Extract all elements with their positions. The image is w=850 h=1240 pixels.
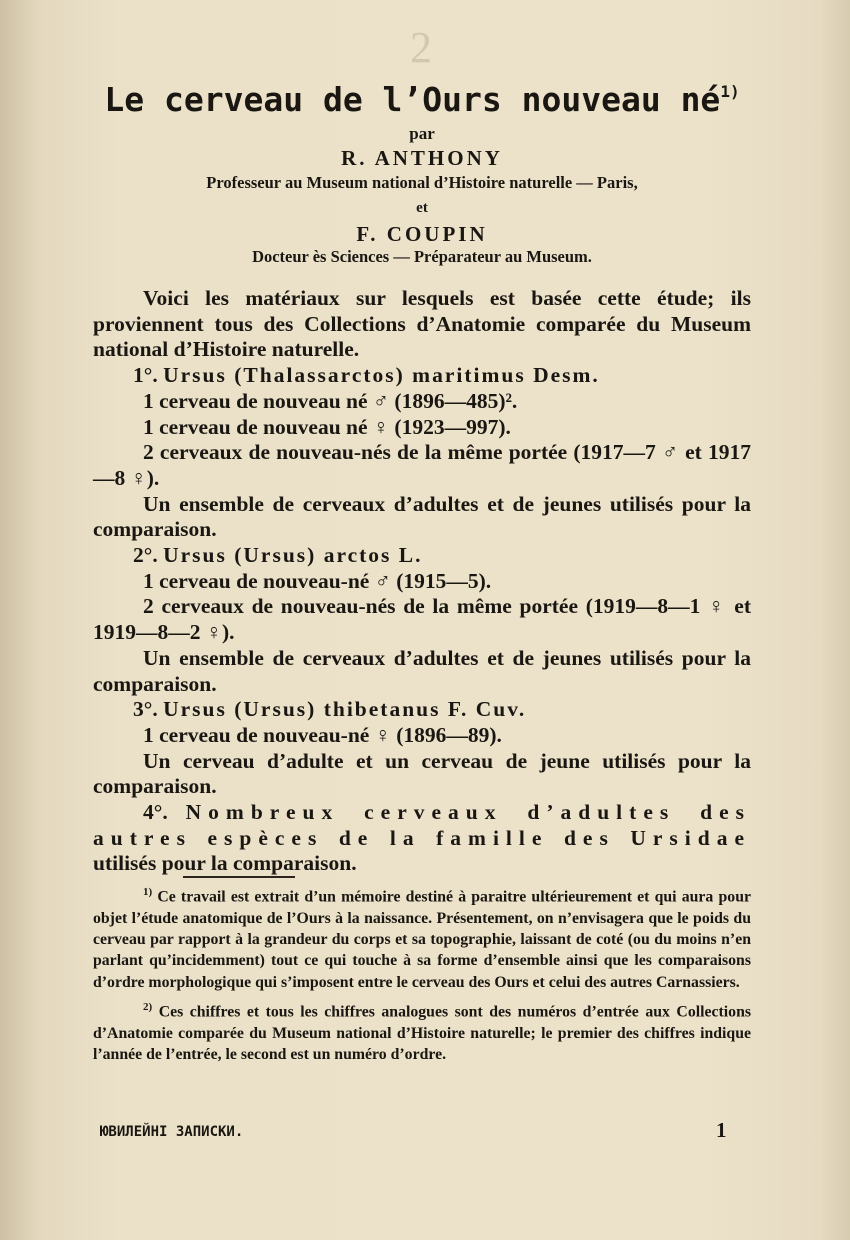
by-line: par [409,124,435,143]
footnote-1 [93,882,751,993]
footnote-separator [183,876,295,878]
section-2-line-2: 2 cerveaux de nouveau-nés de la même portée (1919—8—1 ♀ et 1919—8—2 ♀). [93,594,751,645]
section-4-paragraph [93,800,751,877]
section-1-number: 1°. [133,363,158,388]
section-2-number: 2°. [133,543,158,568]
running-title: ЮВИЛЕЙНІ ЗАПИСКИ. [100,1124,244,1140]
section-1-heading [93,363,751,389]
author-1: R. ANTHONY [341,146,503,170]
footnote-2 [93,997,751,1065]
footnotes [93,882,751,1070]
section-1-line-3: 2 cerveaux de nouveau-nés de la même portée (1917—7 ♂ et 1917—8 ♀). [93,440,751,490]
section-4-spaced-text: Nombreux cerveaux d’adultes des autres espèces de la famille des Ursidae [93,800,752,850]
section-1-line-2: 1 cerveau de nouveau né ♀ (1923—997). [143,414,511,439]
section-1-species: Ursus (Thalassarctos) maritimus Desm. [163,363,600,388]
section-3-line-2: Un cerveau d’adulte et un cerveau de jeune utilisés pour la comparaison. [93,748,751,799]
bleed-through-mark: 2 [410,23,432,72]
section-2-species: Ursus (Ursus) arctos L. [163,543,423,568]
affiliation-1: Professeur au Museum national d’Histoire naturelle — Paris, [206,173,638,192]
section-4-rest: utilisés pour la comparaison. [93,851,357,876]
section-4-number: 4°. [143,800,168,825]
footnote-1-text: Ce travail est extrait d’un mémoire destiné à paraitre ultérieurement et qui aura pour objet l’étude anatomique de l’Ours à la naissance. Présentement, on n’envisagera que le poids du cerveau par rapport à la grandeur du corps et sa topographie, laissant de coté (ou du moins n’en parlant qu’incidemment) tout ce qui touche à sa forme d’ensemble ainsi que les comparaisons d’ordre morphologique qui s’imposent entre le cerveau des Ours et celui des autres Carnassiers. [93,888,751,991]
and-line: et [416,200,428,216]
section-1-line-4: Un ensemble de cerveaux d’adultes et de jeunes utilisés pour la comparaison. [93,491,751,542]
section-3-species: Ursus (Ursus) thibetanus F. Cuv. [163,697,527,722]
section-3-number: 3°. [133,697,158,722]
paper-title [93,80,751,119]
section-1-line-1: 1 cerveau de nouveau né ♂ (1896—485)². [143,388,518,413]
footnote-2-text: Ces chiffres et tous les chiffres analogues sont des numéros d’entrée aux Collections d’Anatomie comparée du Museum national d’Histoire naturelle; le premier des chiffres indique l’année de l’entrée, le second est un numéro d’ordre. [93,1003,752,1064]
author-2: F. COUPIN [356,222,488,246]
body-text [93,286,751,877]
title-footnote-mark[interactable]: 1) [720,82,740,101]
title-text: Le cerveau de l’Ours nouveau né [104,80,721,119]
section-3-line-1: 1 cerveau de nouveau-né ♀ (1896—89). [143,722,502,747]
section-2-heading [93,543,751,569]
footnote-1-mark: 1) [143,886,153,898]
page-number: 1 [716,1118,727,1142]
section-3-heading [93,697,751,723]
section-2-line-3: Un ensemble de cerveaux d’adultes et de jeunes utilisés pour la comparaison. [93,645,751,696]
intro-paragraph: Voici les matériaux sur lesquels est basée cette étude; ils proviennent tous des Collections d’Anatomie comparée du Museum national d’Histoire naturelle. [93,286,751,362]
affiliation-2: Docteur ès Sciences — Préparateur au Museum. [252,247,592,266]
section-2-line-1: 1 cerveau de nouveau-né ♂ (1915—5). [143,568,492,593]
footnote-2-mark: 2) [143,1001,153,1014]
